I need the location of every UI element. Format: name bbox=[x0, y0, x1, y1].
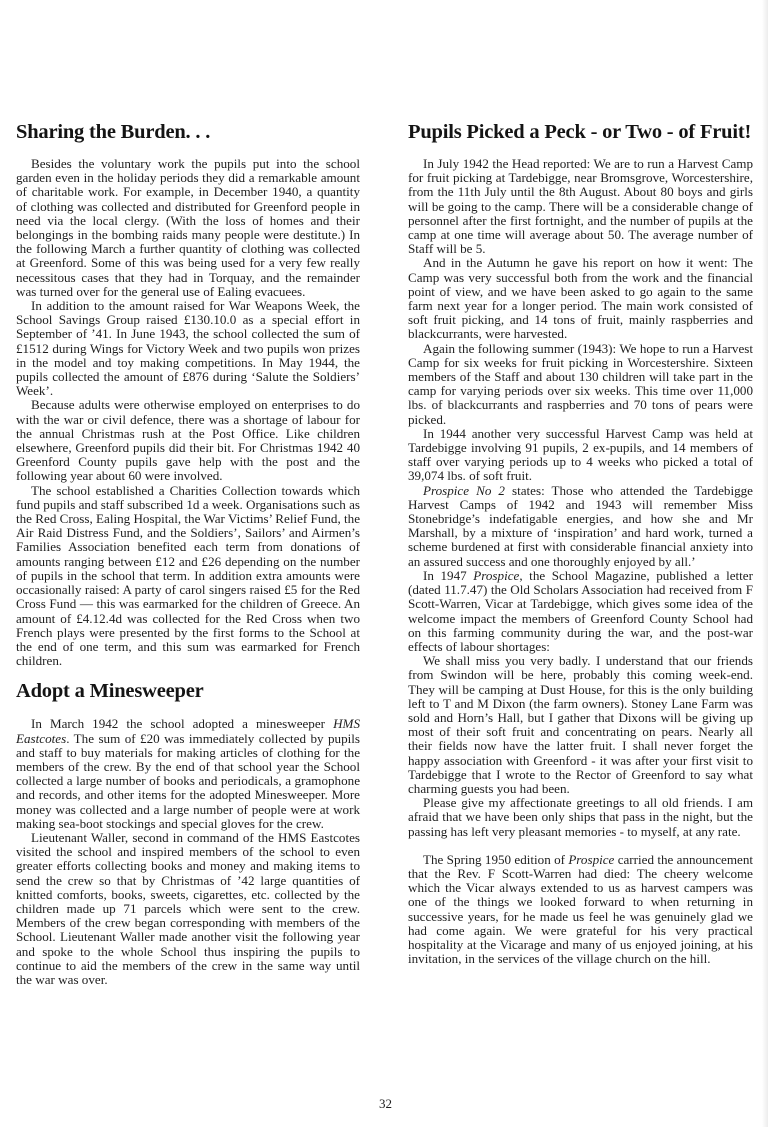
page-number: 32 bbox=[379, 1096, 392, 1111]
paragraph bbox=[408, 484, 753, 569]
paragraph: Again the following summer (1943): We hope to run a Harvest Camp for six weeks for fruit picking in Worcestershire. Sixteen members of the Staff and about 130 children will take part in the camp for varying periods over six weeks. This time over 11,000 lbs. of blackcurrants and raspberries and 70 tons of pears were picked. bbox=[408, 340, 753, 427]
right-column bbox=[408, 120, 753, 966]
ship-name: HMS Eastcotes bbox=[16, 716, 360, 746]
paragraph: Lieutenant Waller, second in command of the HMS Eastcotes visited the school and inspired members of the school to even greater efforts collecting books and money and making items to send the crew so that by Christmas of ’42 large quantities of knitted comforts, books, sweets, cigarettes, etc. collected by the children made up 71 parcels which were sent to the crew. Members of the crew began corresponding with members of the School. Lieutenant Waller made another visit the following year and spoke to the whole School thus inspiring the pupils to continue to aid the members of the crew in the same way until the war was over. bbox=[16, 829, 360, 987]
section-title-pupils-picked-a-peck: Pupils Picked a Peck - or Two - of Fruit! bbox=[408, 121, 752, 143]
magazine-title: Prospice bbox=[473, 567, 520, 583]
magazine-title: Prospice No 2 bbox=[423, 482, 505, 498]
paragraph: And in the Autumn he gave his report on how it went: The Camp was very successful both from the work and the financial point of view, and we have been asked to go again to the same farm next year for a longer period. The main work consisted of soft fruit picking, and 14 tons of fruit, mainly raspberries and blackcurrants, were harvested. bbox=[408, 255, 753, 342]
text-run: The Spring 1950 edition of bbox=[423, 851, 569, 867]
paragraph: In July 1942 the Head reported: We are to run a Harvest Camp for fruit picking at Tardebigge, near Bromsgrove, Worcestershire, from the 11th July until the 8th August. About 80 boys and girls will be going to the camp. There will be a considerable change of personnel after the first fortnight, and the number of pupils at the camp at one time will average about 50. The average number of Staff will be 5. bbox=[408, 156, 753, 257]
paragraph bbox=[408, 853, 753, 967]
quoted-letter-paragraph: We shall miss you very badly. I understand that our friends from Swindon will be here, probably this coming week-end. They will be camping at Dust House, for this is the only building left to T and M Dixon (the farm owners). Stoney Lane Farm was sold and Horn’s Hall, but I gather that Dixons will be giving up most of their soft fruit and concentrating on pears. Nearly all their fields now have the latter fruit. I shall never forget the happy association with Greenford - it was after your first visit to Tardebigge that I wrote to the Rector of Greenford to say what charming guests you had been. bbox=[408, 653, 753, 796]
text-run: In March 1942 the school adopted a minesweeper bbox=[31, 716, 334, 732]
paragraph bbox=[408, 569, 753, 654]
paragraph: In addition to the amount raised for War Weapons Week, the School Savings Group raised £130.10.0 as a special effort in September of ’41. In June 1943, the school collected the sum of £1512 during Wings for Victory Week and two pupils won prizes in the model and toy making competitions. In May 1944, the pupils collected the amount of £876 during ‘Salute the Soldiers’ Week’. bbox=[16, 298, 360, 399]
section-title-adopt-a-minesweeper: Adopt a Minesweeper bbox=[16, 680, 204, 703]
page-edge-shadow bbox=[762, 0, 768, 1127]
text-run: . The sum of £20 was immediately collected by pupils and staff to buy materials for making articles of clothing for the members of the crew. By the end of that school year the School collected a large number of books and periodicals, a gramophone and records, and other items for the adopted Minesweeper. More money was collected and a large number of people were at work making sea-boot stockings and special gloves for the crew. bbox=[16, 730, 360, 831]
paragraph: Because adults were otherwise employed on enterprises to do with the war or civil defence, there was a shortage of labour for the annual Christmas rush at the Post Office. Like children elsewhere, Greenford pupils did their bit. For Christmas 1942 40 Greenford County pupils gave help with the post and the following year about 60 were involved. bbox=[16, 397, 360, 484]
text-run: , the School Magazine, published a letter (dated 11.7.47) the Old Scholars Association had received from F Scott-Warren, Vicar at Tardebigge, which gives some idea of the welcome impact the members of Greenford County School had on this farming community during the war, and the post-war effects of labour shortages: bbox=[408, 567, 753, 654]
quoted-letter-paragraph: Please give my affectionate greetings to all old friends. I am afraid that we have been only ships that pass in the night, but the passing has left very pleasant memories - to myself, at any rate. bbox=[408, 795, 753, 839]
paragraph: The school established a Charities Collection towards which fund pupils and staff subscribed 1d a week. Organisations such as the Red Cross, Ealing Hospital, the War Victims’ Relief Fund, the Air Raid Distress Fund, and the Soldiers’, Sailors’ and Airmen’s Families Association benefited each term from donations of amounts ranging between £12 and £26 depending on the number of pupils in the school that term. In addition extra amounts were occasionally raised: A party of carol singers raised £5 for the Red Cross Fund — this was earmarked for the children of Greece. An amount of £4.12.4d was collected for the Red Cross when two French plays were presented by the first forms to the School at the end of one term, and this sum was earmarked for French children. bbox=[16, 482, 361, 669]
paragraph bbox=[16, 717, 360, 831]
paragraph: Besides the voluntary work the pupils put into the school garden even in the holiday periods they did a remarkable amount of charitable work. For example, in December 1940, a quantity of clothing was collected and distributed for Greenford people in need via the local clergy. (With the loss of homes and their belongings in the bombing raids many people were destitute.) In the following March a further quantity of clothing was collected at Greenford. Some of this was being used for a very few really necessitous cases that they had in Torquay, and the remainder was turned over for the general use of Ealing evacuees. bbox=[16, 156, 360, 299]
left-column bbox=[16, 120, 360, 987]
magazine-title: Prospice bbox=[568, 851, 615, 867]
paragraph: In 1944 another very successful Harvest Camp was held at Tardebigge involving 91 pupils, 2 ex-pupils, and 14 members of staff over varying periods up to 4 weeks who picked a total of 39,074 lbs. of soft fruit. bbox=[408, 425, 753, 484]
text-run: In 1947 bbox=[423, 567, 474, 583]
section-title-sharing-the-burden: Sharing the Burden. . . bbox=[16, 121, 211, 143]
text-run: states: Those who attended the Tardebigge Harvest Camps of 1942 and 1943 will remember Miss Stonebridge’s indefatigable energies, and how she and Mr Marshall, by a mixture of ‘inspiration’ and hard work, turned a scheme burdened at first with considerable financial anxiety into an assured success and one thoroughly enjoyed by all.’ bbox=[408, 482, 753, 569]
text-run: carried the announcement that the Rev. F Scott-Warren had died: The cheery welcome which the Vicar always extended to us as harvest campers was one of the things we looked forward to when returning in successive years, for he made us feel he was genuinely glad we had come again. We were grateful for his very practical hospitality at the Vicarage and many of us enjoyed joining, at his invitation, in the services of the village church on the hill. bbox=[408, 851, 753, 967]
